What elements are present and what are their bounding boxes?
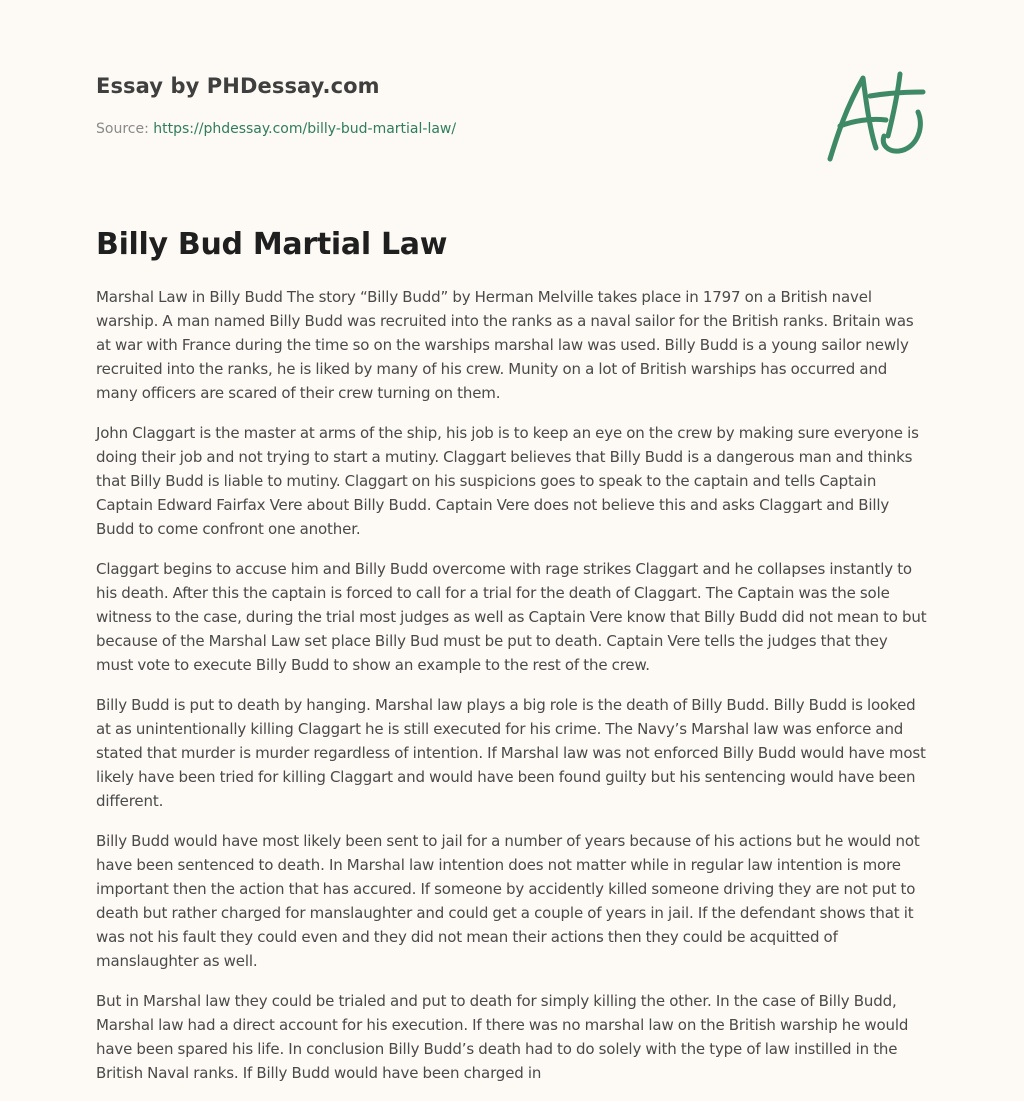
- site-brand: Essay by PHDessay.com: [96, 74, 380, 98]
- essay-paragraph: Claggart begins to accuse him and Billy Budd overcome with rage strikes Claggart and he collapses instantly to his death. After this the captain is forced to call for a trial for the death of Claggart. The Captain was the sole witness to the case, during the trial most judges as well as Captain Vere know that Billy Budd did not mean to but because of the Marshal Law set place Billy Bud must be put to death. Captain Vere tells the judges that they must vote to execute Billy Budd to show an example to the rest of the crew.: [96, 560, 927, 674]
- essay-body: [96, 285, 928, 1101]
- page-header: [96, 74, 796, 137]
- a-plus-logo: [820, 66, 928, 166]
- essay-paragraph: Billy Budd would have most likely been sent to jail for a number of years because of his actions but he would not have been sentenced to death. In Marshal law intention does not matter while in regular law intention is more important then the action that has accured. If someone by accidently killed someone driving they are not put to death but rather charged for manslaughter and could get a couple of years in jail. If the defendant shows that it was not his fault they could even and they did not mean their actions then they could be acquitted of manslaughter as well.: [96, 832, 920, 970]
- essay-paragraph: Billy Budd is put to death by hanging. Marshal law plays a big role is the death of Billy Budd. Billy Budd is looked at as unintentionally killing Claggart he is still executed for his crime. The Navy’s Marshal law was enforce and stated that murder is murder regardless of intention. If Marshal law was not enforced Billy Budd would have most likely have been tried for killing Claggart and would have been found guilty but his sentencing would have been different.: [96, 696, 926, 810]
- essay-title: Billy Bud Martial Law: [96, 227, 448, 262]
- source-line: [96, 121, 796, 137]
- source-label: Source:: [96, 121, 154, 137]
- essay-paragraph: Marshal Law in Billy Budd The story “Billy Budd” by Herman Melville takes place in 1797 on a British navel warship. A man named Billy Budd was recruited into the ranks as a naval sailor for the British ranks. Britain was at war with France during the time so on the warships marshal law was used. Billy Budd is a young sailor newly recruited into the ranks, he is liked by many of his crew. Munity on a lot of British warships has occurred and many officers are scared of their crew turning on them.: [96, 288, 914, 402]
- essay-paragraph: But in Marshal law they could be trialed and put to death for simply killing the other. In the case of Billy Budd, Marshal law had a direct account for his execution. If there was no marshal law on the British warship he would have been spared his life. In conclusion Billy Budd’s death had to do solely with the type of law instilled in the British Naval ranks. If Billy Budd would have been charged in: [96, 992, 909, 1082]
- a-plus-icon: [820, 66, 928, 166]
- source-link[interactable]: https://phdessay.com/billy-bud-martial-law/: [153, 121, 457, 137]
- essay-paragraph: John Claggart is the master at arms of the ship, his job is to keep an eye on the crew by making sure everyone is doing their job and not trying to start a mutiny. Claggart believes that Billy Budd is a dangerous man and thinks that Billy Budd is liable to mutiny. Claggart on his suspicions goes to speak to the captain and tells Captain Captain Edward Fairfax Vere about Billy Budd. Captain Vere does not believe this and asks Claggart and Billy Budd to come confront one another.: [96, 424, 919, 538]
